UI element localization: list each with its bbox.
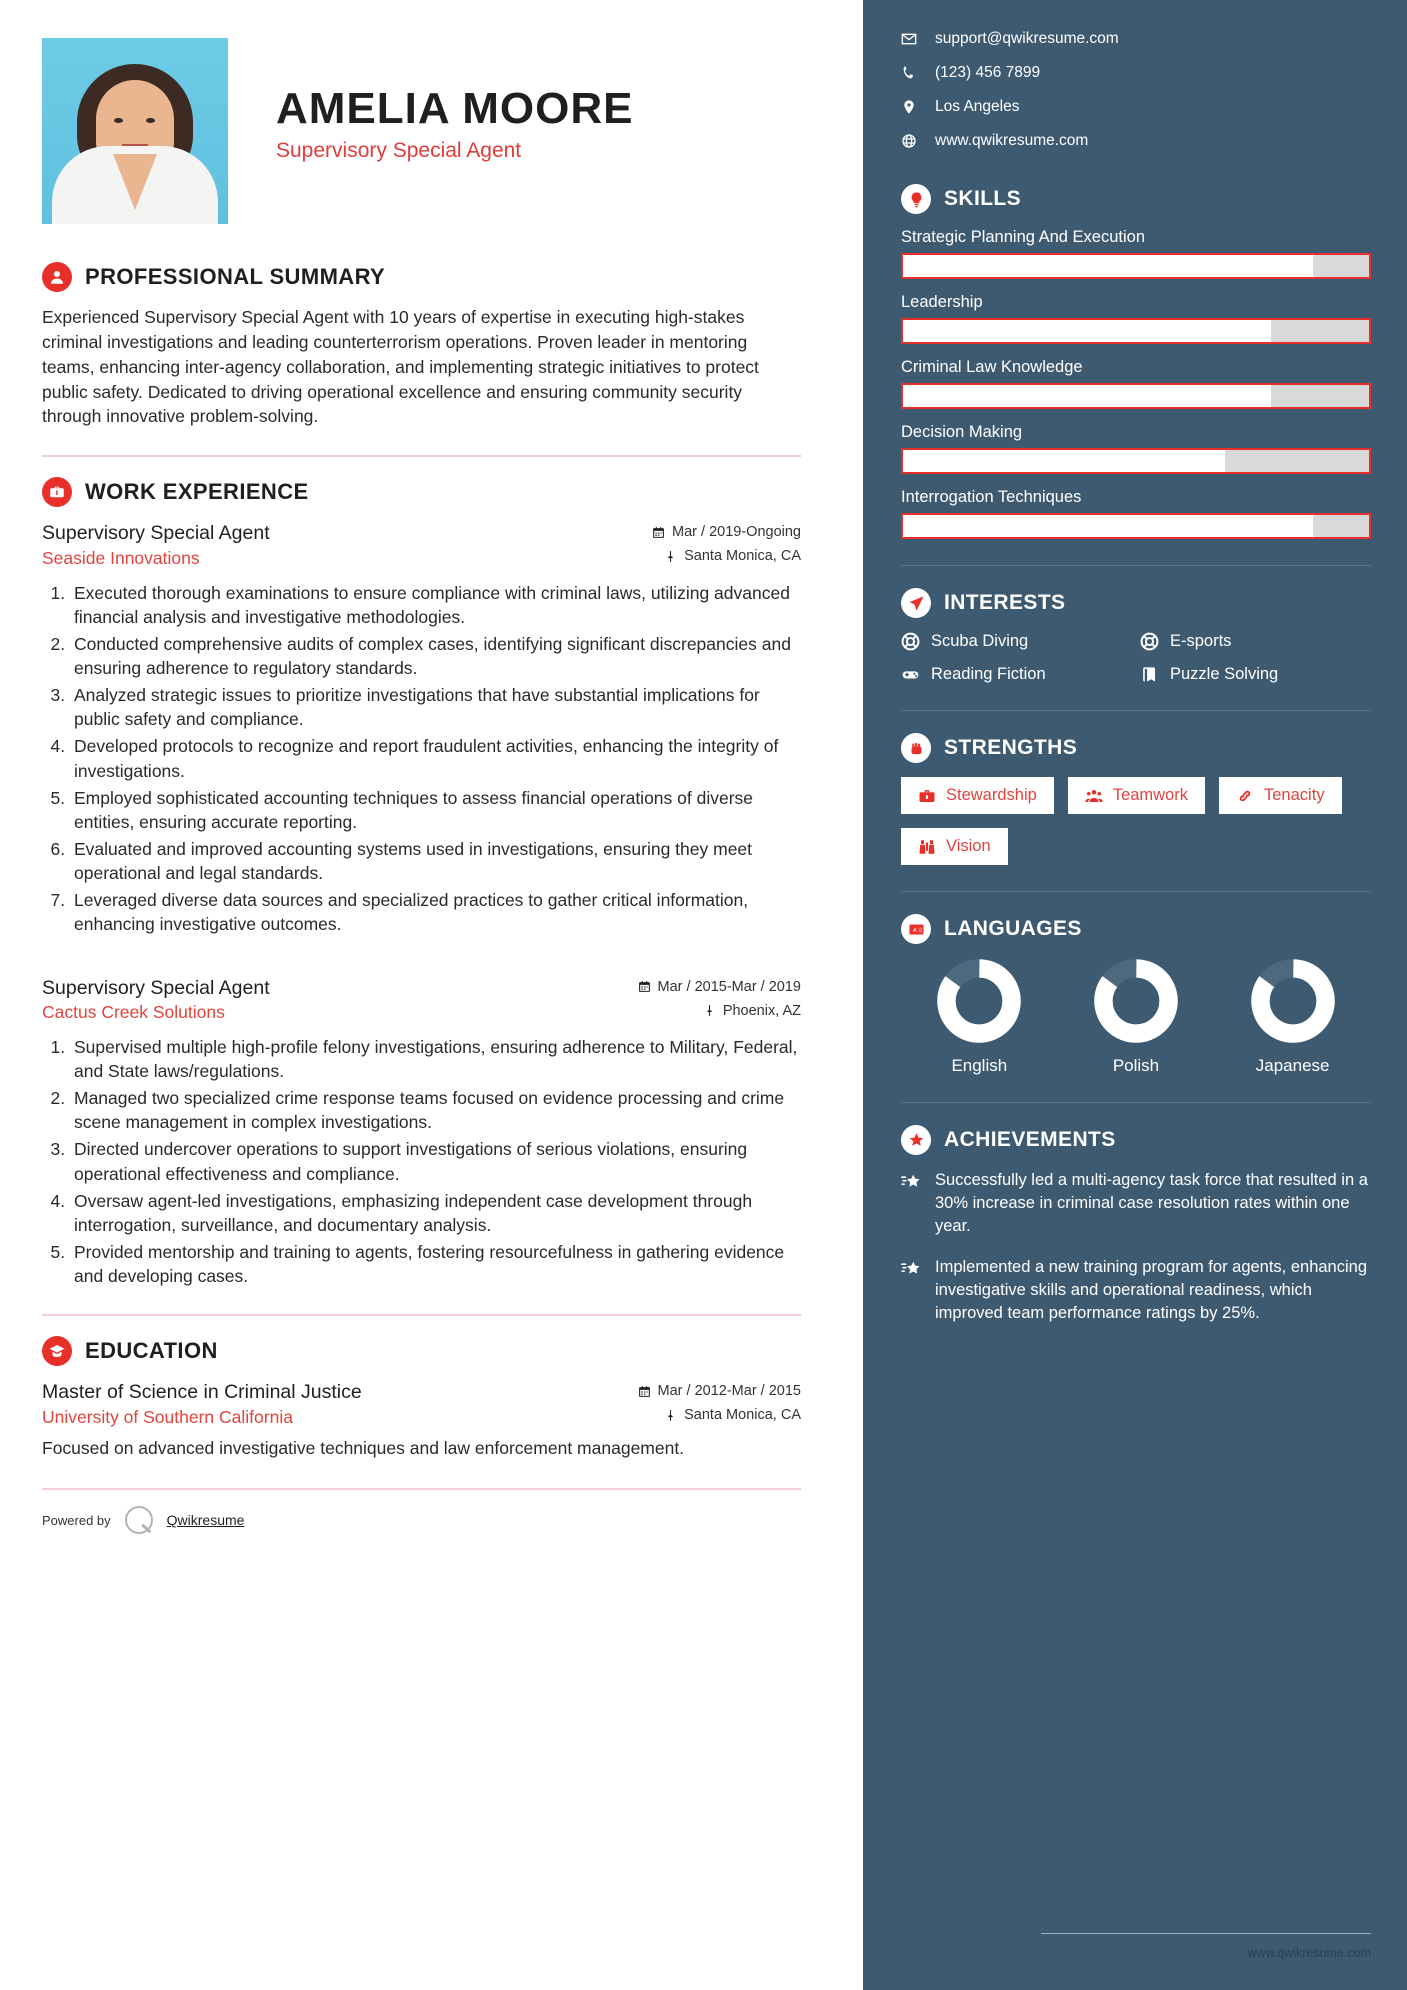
strengths-heading <box>901 733 1371 763</box>
job-title: Supervisory Special Agent <box>42 976 270 999</box>
strength-label: Vision <box>946 837 991 855</box>
education-item <box>42 1379 801 1460</box>
section-title: SKILLS <box>944 187 1022 210</box>
divider <box>42 1314 801 1316</box>
skill-bar <box>901 448 1371 474</box>
job-location <box>638 1003 801 1019</box>
job-bullets <box>70 581 801 937</box>
language-item <box>1250 958 1336 1076</box>
language-donut-chart <box>1093 958 1179 1044</box>
lightbulb-circle-icon <box>901 184 931 214</box>
bullet: 2. Managed two specialized crime response teams focused on evidence processing and crime scene management in complex investigations. <box>70 1086 801 1134</box>
skill-label: Decision Making <box>901 423 1023 441</box>
interest-label: E-sports <box>1170 632 1232 650</box>
skill-label: Criminal Law Knowledge <box>901 358 1083 376</box>
education-dates-text: Mar / 2012-Mar / 2015 <box>657 1383 801 1400</box>
gamepad-icon <box>901 665 920 684</box>
bullet: 5. Employed sophisticated accounting techniques to assess financial operations of diverse entities, ensuring accurate reporting. <box>70 786 801 834</box>
degree: Master of Science in Criminal Justice <box>42 1381 362 1404</box>
section-title: WORK EXPERIENCE <box>85 479 309 505</box>
paper-plane-circle-icon <box>901 588 931 618</box>
achievement-text: Successfully led a multi-agency task force that resulted in a 30% increase in criminal case resolution rates within one year. <box>935 1171 1368 1236</box>
bullet: 3. Directed undercover operations to support investigations of serious violations, ensuring operational effectiveness and compliance. <box>70 1137 801 1185</box>
avatar <box>42 38 228 224</box>
bullet: 4. Developed protocols to recognize and report fraudulent activities, enhancing the integrity of investigations. <box>70 734 801 782</box>
sidebar-footer-url: www.qwikresume.com <box>1247 1946 1371 1960</box>
contact-location <box>901 98 1371 116</box>
user-circle-icon <box>42 262 72 292</box>
language-label: Polish <box>1112 1056 1160 1075</box>
education-location <box>638 1407 801 1423</box>
school: University of Southern California <box>42 1406 293 1427</box>
interest-item <box>1140 632 1371 651</box>
users-icon <box>1085 787 1103 805</box>
binoculars-icon <box>918 838 936 856</box>
bullet: 4. Oversaw agent-led investigations, emphasizing independent case development through interrogation, surveillance, and documentary analysis. <box>70 1189 801 1237</box>
job-dates <box>638 979 801 995</box>
interest-label: Scuba Diving <box>931 632 1029 650</box>
life-ring-icon <box>1140 632 1159 651</box>
briefcase-circle-icon <box>42 477 72 507</box>
fist-circle-icon <box>901 733 931 763</box>
contact-block <box>901 30 1371 150</box>
skills-section <box>901 184 1371 539</box>
calendar-icon <box>638 980 651 993</box>
shooting-star-icon <box>901 1259 922 1280</box>
shooting-star-icon <box>901 1172 922 1193</box>
map-pin-icon <box>664 1409 677 1422</box>
achievement-item <box>901 1169 1371 1238</box>
contact-email[interactable] <box>901 30 1371 48</box>
section-title: LANGUAGES <box>944 917 1082 940</box>
bullet: 5. Provided mentorship and training to agents, fostering resourcefulness in gathering evidence and developing cases. <box>70 1240 801 1288</box>
resume-header <box>42 38 801 224</box>
work-experience-section <box>42 477 801 1288</box>
section-title: EDUCATION <box>85 1338 218 1364</box>
education-description: Focused on advanced investigative techniques and law enforcement management. <box>42 1437 685 1458</box>
life-ring-icon <box>901 632 920 651</box>
candidate-name: AMELIA MOORE <box>276 84 634 133</box>
interest-label: Reading Fiction <box>931 665 1046 683</box>
globe-icon <box>901 133 917 149</box>
interest-item <box>901 665 1132 684</box>
contact-website-text: www.qwikresume.com <box>935 132 1089 149</box>
graduation-circle-icon <box>42 1336 72 1366</box>
interest-item <box>1140 665 1371 684</box>
achievements-section <box>901 1125 1371 1326</box>
job-dates <box>652 524 801 540</box>
language-item <box>1093 958 1179 1076</box>
bullet: 7. Leveraged diverse data sources and specialized practices to gather critical information, enhancing investigative outcomes. <box>70 888 801 936</box>
calendar-icon <box>652 526 665 539</box>
skill-item <box>901 423 1371 474</box>
strength-item <box>1068 777 1205 814</box>
map-pin-icon <box>664 550 677 563</box>
skill-bar <box>901 318 1371 344</box>
language-label: Japanese <box>1255 1056 1330 1075</box>
envelope-icon <box>901 31 917 47</box>
professional-summary-section <box>42 262 801 429</box>
languages-section <box>901 914 1371 1076</box>
skill-bar <box>901 513 1371 539</box>
bullet: 2. Conducted comprehensive audits of complex cases, identifying significant discrepancies and ensuring adherence to regulatory standards. <box>70 632 801 680</box>
work-experience-heading <box>42 477 801 507</box>
book-icon <box>1140 665 1159 684</box>
star-badge-circle-icon <box>901 1125 931 1155</box>
experience-item <box>42 975 801 1289</box>
professional-summary-heading <box>42 262 801 292</box>
job-organization: Cactus Creek Solutions <box>42 1001 225 1022</box>
language-donut-chart <box>936 958 1022 1044</box>
divider <box>901 1102 1371 1103</box>
briefcase-icon <box>918 787 936 805</box>
contact-website[interactable] <box>901 132 1371 150</box>
section-title: STRENGTHS <box>944 736 1078 759</box>
bullet: 3. Analyzed strategic issues to prioritize investigations that have substantial implications for public safety and compliance. <box>70 683 801 731</box>
divider <box>42 1488 801 1490</box>
bullet: 1. Supervised multiple high-profile felony investigations, ensuring adherence to Military, Federal, and State laws/regulations. <box>70 1035 801 1083</box>
bullet: 1. Executed thorough examinations to ensure compliance with criminal laws, utilizing advanced financial analysis and investigative methodologies. <box>70 581 801 629</box>
language-item <box>936 958 1022 1076</box>
job-location-text: Santa Monica, CA <box>684 548 801 565</box>
summary-text: Experienced Supervisory Special Agent with 10 years of expertise in executing high-stakes criminal investigations and leading counterterrorism operations. Proven leader in mentoring teams, enhancing inter-agency collaboration, and implementing strategic initiatives to protect public safety. Dedicated to driving operational excellence and ensuring community security through innovative problem-solving. <box>42 307 759 427</box>
interest-label: Puzzle Solving <box>1170 665 1279 683</box>
job-organization: Seaside Innovations <box>42 547 200 568</box>
resume-sidebar <box>863 0 1407 1990</box>
language-label: English <box>951 1056 1008 1075</box>
contact-email-text: support@qwikresume.com <box>935 30 1119 47</box>
divider <box>901 565 1371 566</box>
job-dates-text: Mar / 2015-Mar / 2019 <box>657 978 801 995</box>
experience-item <box>42 520 801 936</box>
skill-item <box>901 293 1371 344</box>
q-logo-icon <box>125 1506 153 1534</box>
qwikresume-link[interactable]: Qwikresume <box>166 1512 245 1529</box>
job-dates-text: Mar / 2019-Ongoing <box>672 524 801 541</box>
map-pin-icon <box>901 99 917 115</box>
skill-bar <box>901 253 1371 279</box>
map-pin-icon <box>703 1004 716 1017</box>
strengths-section <box>901 733 1371 865</box>
contact-location-text: Los Angeles <box>935 98 1020 115</box>
languages-heading <box>901 914 1371 944</box>
svg-text:A: A <box>912 927 917 934</box>
strength-label: Tenacity <box>1264 786 1325 804</box>
powered-by-footer <box>42 1506 801 1534</box>
job-bullets <box>70 1035 801 1288</box>
phone-icon <box>901 65 917 81</box>
skill-label: Interrogation Techniques <box>901 488 1082 506</box>
education-section <box>42 1336 801 1460</box>
candidate-role: Supervisory Special Agent <box>276 139 522 163</box>
calendar-icon <box>638 1385 651 1398</box>
achievement-text: Implemented a new training program for agents, enhancing investigative skills and operational readiness, which improved team performance ratings by 25%. <box>935 1258 1368 1323</box>
interest-item <box>901 632 1132 651</box>
skill-item <box>901 358 1371 409</box>
divider <box>1041 1933 1371 1934</box>
section-title: INTERESTS <box>944 591 1066 614</box>
education-heading <box>42 1336 801 1366</box>
skill-label: Leadership <box>901 293 983 311</box>
divider <box>42 455 801 457</box>
column-gutter <box>845 0 863 1990</box>
interests-heading <box>901 588 1371 618</box>
powered-by-label: Powered by <box>42 1512 111 1528</box>
interests-section <box>901 588 1371 684</box>
education-location-text: Santa Monica, CA <box>684 1407 801 1424</box>
skill-label: Strategic Planning And Execution <box>901 228 1145 246</box>
skill-bar <box>901 383 1371 409</box>
skill-item <box>901 228 1371 279</box>
job-title: Supervisory Special Agent <box>42 522 270 545</box>
divider <box>901 710 1371 711</box>
strength-item <box>901 777 1054 814</box>
svg-text:文: 文 <box>916 927 923 934</box>
divider <box>901 891 1371 892</box>
strength-item <box>1219 777 1342 814</box>
link-icon <box>1236 787 1254 805</box>
skills-heading <box>901 184 1371 214</box>
contact-phone[interactable] <box>901 64 1371 82</box>
job-location-text: Phoenix, AZ <box>722 1002 801 1019</box>
section-title: ACHIEVEMENTS <box>944 1128 1116 1151</box>
strength-label: Stewardship <box>946 786 1037 804</box>
achievement-item <box>901 1256 1371 1325</box>
skill-item <box>901 488 1371 539</box>
job-location <box>652 548 801 564</box>
education-dates <box>638 1383 801 1399</box>
language-donut-chart <box>1250 958 1336 1044</box>
strength-item <box>901 828 1008 865</box>
bullet: 6. Evaluated and improved accounting systems used in investigations, ensuring they meet operational and legal standards. <box>70 837 801 885</box>
strength-label: Teamwork <box>1112 786 1188 804</box>
sidebar-footer <box>1041 1933 1371 1960</box>
translate-circle-icon <box>901 914 931 944</box>
section-title: PROFESSIONAL SUMMARY <box>85 264 386 289</box>
contact-phone-text: (123) 456 7899 <box>935 64 1041 81</box>
achievements-heading <box>901 1125 1371 1155</box>
